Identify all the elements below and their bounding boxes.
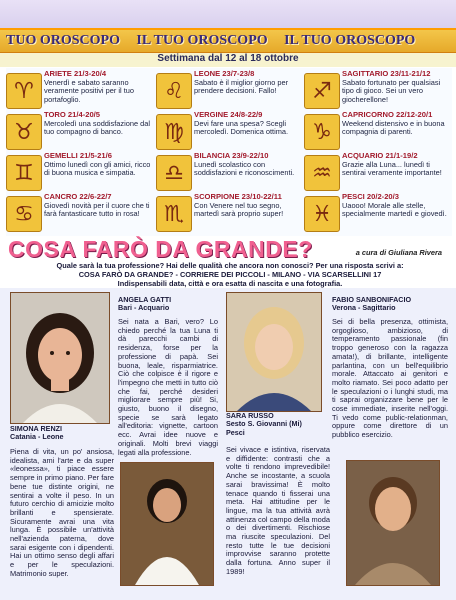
sign-forecast: Sabato fortunato per qualsiasi tipo di gioco. Sei un vero giocherellone!: [342, 77, 441, 104]
sign-forecast: Con Venere nel tuo segno, martedì sarà proprio super!: [194, 200, 284, 219]
sign-entry: [304, 193, 452, 233]
sign-forecast: Sabato è il miglior giorno per prendere decisioni. Fallo!: [194, 77, 289, 96]
banner-text: IL TUO OROSCOPO: [136, 33, 268, 48]
sara-photo: [226, 292, 322, 412]
bull-icon: ♉: [14, 119, 34, 145]
simona-name: [10, 425, 110, 442]
sign-entry: [156, 152, 304, 192]
intro-text: [20, 262, 440, 288]
fabio-text: Sei di bella presenza, ottimista, orgoglioso, ambizioso, di temperamento passionale (fin troppo generoso con la ragazza amata!), di brillante, intelligente parlantina, con un bell'equilibrio morale. Attaccato ai genitori e molto riamato. Sei poco adatto per le speculazioni o i lunghi studi, ma ti saprai organizzare bene per le cose immediate, inserite nell'oggi. Ti vedo come public-relationman, oppure come direttore di un pubblico esercizio.: [332, 317, 448, 440]
bull-icon: [6, 114, 42, 150]
sign-forecast: Mercoledì una soddisfazione dal tuo compagno di banco.: [44, 118, 150, 137]
sara-text: Sei vivace e istintiva, riservata e diffidente: contrasti che a volte ti rendono imprevedibile! Anche se incostante, a scuola sarai bravissima! È molto tenace quando ti fisserai una meta. Hai attitudine per le lingue, ma la tua attività avrà attinenza col campo della moda o dei divertimenti. Rischiose ma riuscite speculazioni. Del resto tutte le tue decisioni improvvise saranno protette dalla fortuna. Anno super il 1989!: [226, 445, 330, 576]
sign-forecast: Weekend distensivo e in buona compagnia di parenti.: [342, 118, 445, 137]
sign-entry: [6, 111, 154, 151]
sign-forecast: Ottimo lunedì con gli amici, ricco di buona musica e simpatia.: [44, 159, 151, 178]
sign-text: [44, 152, 152, 178]
sign-text: [44, 111, 152, 137]
bow-icon: ♐: [312, 78, 332, 104]
horoscope-banner: [0, 28, 456, 54]
sign-head: SAGITTARIO 23/11-21/12: [342, 69, 431, 78]
banner-text: TUO OROSCOPO: [6, 33, 120, 48]
lion-icon: [156, 73, 192, 109]
sign-text: [342, 193, 450, 219]
sign-text: [44, 193, 152, 219]
scales-icon: ♎: [164, 160, 184, 186]
sign-head: BILANCIA 23/9-22/10: [194, 151, 269, 160]
sign-head: GEMELLI 21/5-21/6: [44, 151, 112, 160]
sign-forecast: Uaooo! Morale alle stelle, specialmente martedì e giovedì.: [342, 200, 447, 219]
fish-icon: [304, 196, 340, 232]
sign-entry: [156, 193, 304, 233]
top-strip: [0, 0, 456, 28]
sign-head: CAPRICORNO 22/12-20/1: [342, 110, 433, 119]
scorpion-icon: [156, 196, 192, 232]
sign-entry: [304, 70, 452, 110]
sign-forecast: Devi fare una spesa? Scegli mercoledì. Domenica ottima.: [194, 118, 289, 137]
twins-icon: [6, 155, 42, 191]
sign-head: LEONE 23/7-23/8: [194, 69, 255, 78]
sign-entry: [156, 70, 304, 110]
angela-photo: [120, 462, 214, 586]
intro-line: COSA FARÒ DA GRANDE? - CORRIERE DEI PICCOLI - MILANO - VIA SCARSELLINI 17: [78, 269, 382, 279]
sign-entry: [6, 152, 154, 192]
scales-icon: [156, 155, 192, 191]
fabio-photo: [346, 460, 440, 586]
kid-name: FABIO SANBONIFACIO: [332, 295, 412, 304]
portrait-girl-dark-hair: [11, 293, 109, 423]
kid-name: SIMONA RENZI: [10, 424, 63, 433]
portrait-girl-white-shirt: [121, 463, 213, 585]
banner-text: IL TUO OROSCOPO: [284, 33, 416, 48]
goat-icon: [304, 114, 340, 150]
sign-text: [194, 70, 302, 96]
sign-entry: [304, 152, 452, 192]
sign-head: ARIETE 21/3-20/4: [44, 69, 107, 78]
scorpion-icon: ♏: [164, 201, 184, 227]
sign-entry: [156, 111, 304, 151]
simona-photo: [10, 292, 110, 424]
sign-head: ACQUARIO 21/1-19/2: [342, 151, 418, 160]
sign-head: SCORPIONE 23/10-22/11: [194, 192, 282, 201]
kid-sign: Pesci: [226, 427, 245, 437]
curator-credit: a cura di Giuliana Rivera: [355, 248, 442, 257]
goat-icon: ♑: [312, 119, 332, 145]
crab-icon: [6, 196, 42, 232]
simona-text: Piena di vita, un po' ansiosa, idealista, ami l'arte e da super «leonessa», ti piace essere sempre in primo piano. Per fare bene tue distinte origini, ne sentirai a volte il peso. In un futuro cerchio di amicizie molto brillanti e spensierate. Sicuramente avrai una vita lunga. È possibile un'attività nell'azienda paterna, dove sarai esigente con i dipendenti. Hai un ottimo senso degli affari e per le speculazioni. Matrimonio super.: [10, 447, 114, 578]
kid-name: ANGELA GATTI: [118, 295, 172, 304]
bow-icon: [304, 73, 340, 109]
intro-line: Quale sarà la tua professione? Hai delle qualità che ancora non conosci? Per una risposta scrivi a:: [56, 261, 404, 270]
water-bearer-icon: ♒: [312, 160, 332, 186]
sign-head: TORO 21/4-20/5: [44, 110, 100, 119]
kid-city-sign: Bari - Acquario: [118, 303, 170, 313]
sign-text: [342, 152, 450, 178]
sign-forecast: Grazie alla Luna... lunedì ti sentirai veramente importante!: [342, 159, 442, 178]
water-bearer-icon: [304, 155, 340, 191]
kid-city-sign: Catania - Leone: [10, 432, 64, 442]
sign-head: PESCI 20/2-20/3: [342, 192, 399, 201]
fish-icon: ♓: [312, 201, 332, 227]
portrait-boy: [347, 461, 439, 585]
sara-name: [226, 412, 322, 437]
twins-icon: ♊: [14, 160, 34, 186]
lion-icon: ♌: [164, 78, 184, 104]
kid-city: Sesto S. Giovanni (Mi): [226, 419, 302, 429]
sign-forecast: Lunedì scolastico con soddisfazioni e riconoscimenti.: [194, 159, 295, 178]
sign-forecast: Giovedì novità per il cuore che ti farà fantasticare tutto in rosa!: [44, 200, 150, 219]
horoscope-grid: [6, 68, 452, 236]
fabio-name: [332, 296, 452, 313]
sign-head: VERGINE 24/8-22/9: [194, 110, 263, 119]
week-range: Settimana dal 12 al 18 ottobre: [0, 53, 456, 67]
kid-name: SARA RUSSO: [226, 411, 274, 420]
angela-name: [118, 296, 218, 313]
kid-city-sign: Verona - Sagittario: [332, 303, 396, 313]
sign-forecast: Venerdì e sabato saranno veramente positivi per il tuo portafoglio.: [44, 77, 134, 104]
sign-text: [194, 111, 302, 137]
portrait-girl-blonde: [227, 293, 321, 411]
sign-text: [194, 193, 302, 219]
page-title: COSA FARÒ DA GRANDE?: [8, 236, 313, 262]
angela-text: Sei nata a Bari, vero? Lo chiedo perché la tua Luna ti dà parecchi cambi di residenza, forse per la professione di papà. Sei buona, leale, risparmiatrice. Ciò che colpisce è il rigore e l'impegno che metti in tutto ciò che fai, perché desideri migliorare sempre più! Si, giusto, buono il disegno, specie se sarà legato all'editoria: vignette, cartoon ecc. Avrai idee nuove e originali. Molti brevi viaggi legati alla professione.: [118, 317, 218, 457]
sign-head: CANCRO 22/6-22/7: [44, 192, 112, 201]
sign-text: [194, 152, 302, 178]
intro-line: Indispensabili data, città e ora esatta di nascita e una fotografia.: [117, 278, 343, 288]
sign-text: [44, 70, 152, 104]
ram-icon: [6, 73, 42, 109]
sign-text: [342, 70, 450, 104]
maiden-icon: ♍: [164, 119, 184, 145]
sign-entry: [6, 193, 154, 233]
sign-text: [342, 111, 450, 137]
sign-entry: [6, 70, 154, 110]
ram-icon: ♈: [14, 78, 34, 104]
sign-entry: [304, 111, 452, 151]
maiden-icon: [156, 114, 192, 150]
crab-icon: ♋: [14, 201, 34, 227]
